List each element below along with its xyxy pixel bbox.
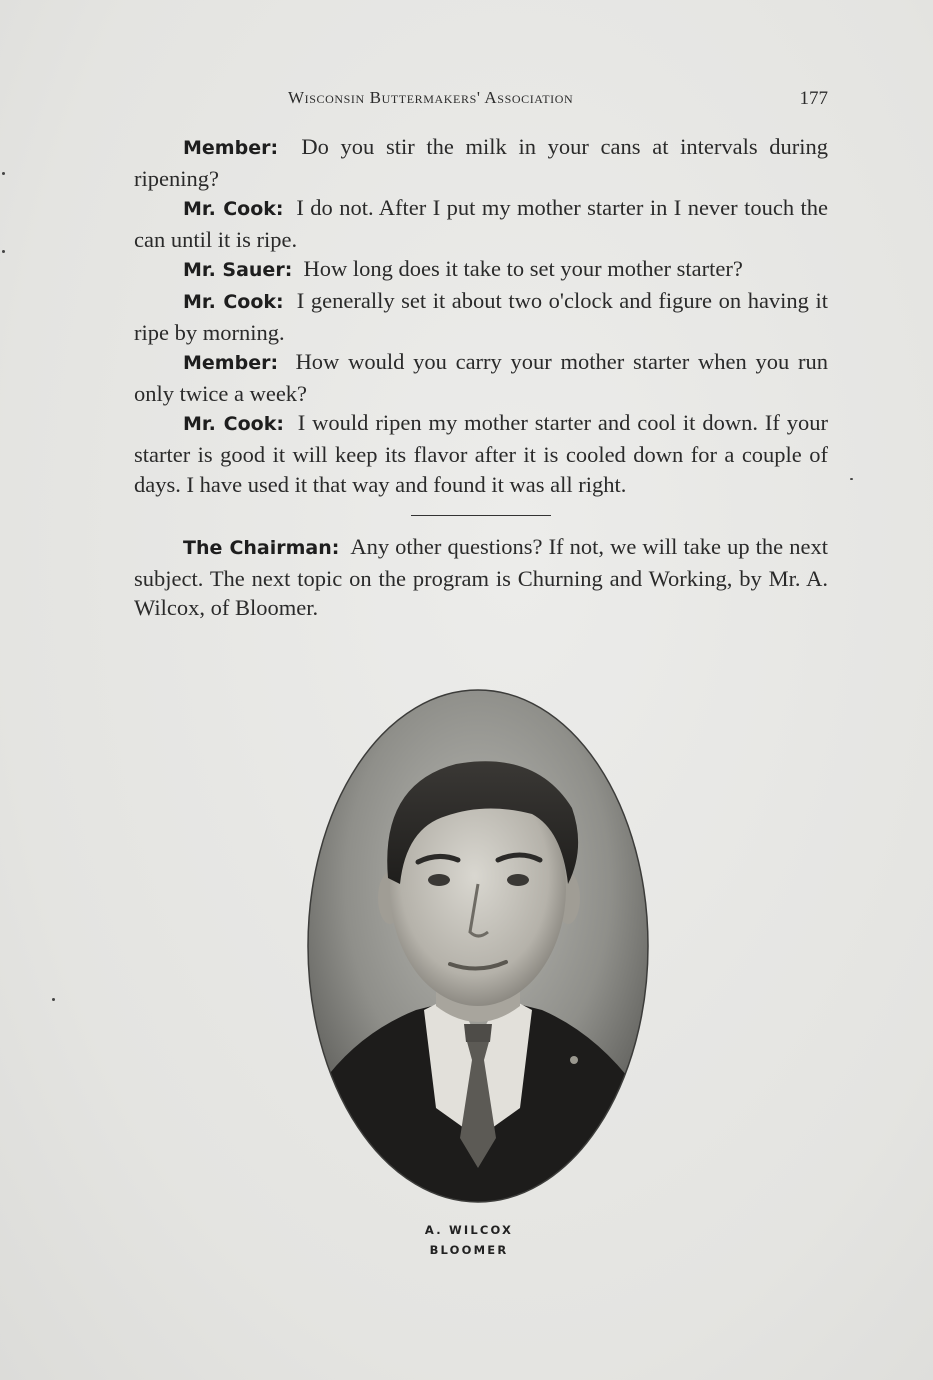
speech-text: I would ripen my mother starter and cool it down. If your starter is good it will keep its flavor after it is cooled down for a couple of days. I have used it that way and found it was all right. xyxy=(134,410,828,497)
section-divider xyxy=(411,515,551,516)
speech-text: I do not. After I put my mother starter in I never touch the can until it is ripe. xyxy=(134,195,829,252)
body-text xyxy=(134,132,828,623)
speaker-name: Member: xyxy=(183,137,279,159)
speaker-name: Mr. Cook: xyxy=(183,290,284,313)
page-number: 177 xyxy=(799,88,828,109)
speaker-name: Mr. Cook: xyxy=(183,413,284,436)
dialogue-paragraph xyxy=(134,193,828,254)
dialogue-paragraph xyxy=(134,132,828,193)
speaker-name: The Chairman: xyxy=(183,537,340,560)
caption-place: BLOOMER xyxy=(429,1243,509,1257)
speaker-name: Member: xyxy=(183,352,279,375)
speech-text: Do you stir the milk in your cans at intervals during ripening? xyxy=(134,134,829,191)
dialogue-paragraph xyxy=(134,408,828,499)
speech-text: How long does it take to set your mother starter? xyxy=(303,256,743,282)
running-title: Wisconsin Buttermakers' Association xyxy=(288,88,574,107)
speaker-name: Mr. Cook: xyxy=(183,198,284,221)
portrait-image xyxy=(306,688,650,1204)
page-speck xyxy=(850,478,853,480)
dialogue-paragraph xyxy=(134,347,828,408)
speech-text: I generally set it about two o'clock and figure on having it ripe by morning. xyxy=(134,287,829,345)
speech-text: How would you carry your mother starter when you run only twice a week? xyxy=(134,349,828,406)
page-speck xyxy=(52,998,55,1001)
dialogue-paragraph xyxy=(134,254,828,286)
portrait-photo xyxy=(306,688,650,1204)
portrait-caption xyxy=(0,1220,933,1260)
speaker-name: Mr. Sauer: xyxy=(183,259,293,282)
page-speck xyxy=(2,250,5,253)
dialogue-paragraph xyxy=(134,286,828,347)
chairman-paragraph xyxy=(134,532,828,623)
page-speck xyxy=(2,172,5,175)
speech-text: Any other questions? If not, we will take up the next subject. The next topic on the program is Churning and Working, by Mr. A. Wilcox, of Bloomer. xyxy=(134,534,828,621)
caption-name: A. WILCOX xyxy=(424,1223,514,1237)
running-head xyxy=(134,88,828,114)
